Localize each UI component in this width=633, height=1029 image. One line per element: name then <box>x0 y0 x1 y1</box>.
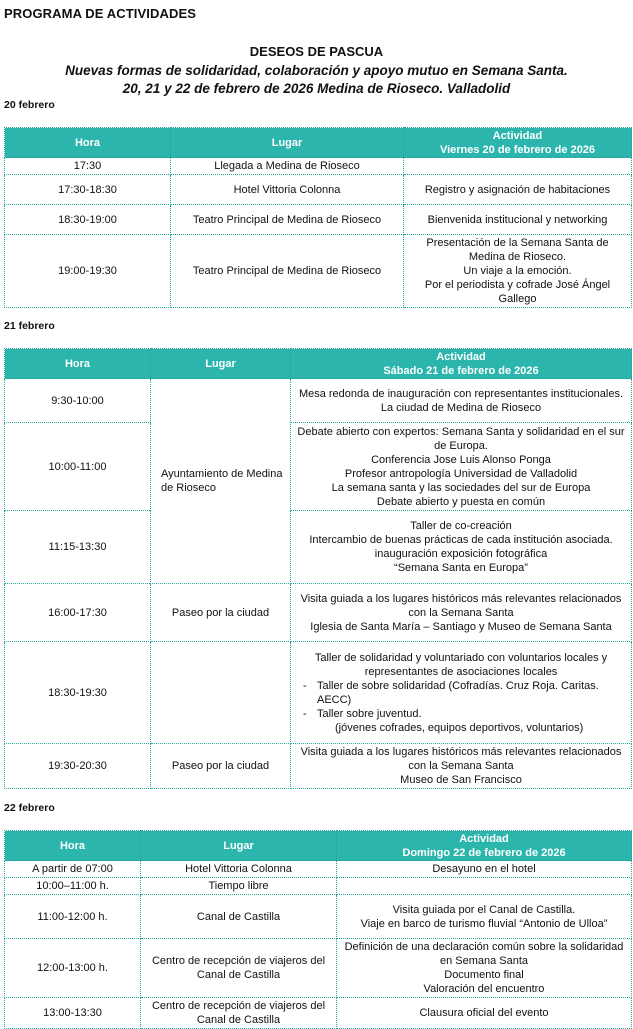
bullet-continuation: (jóvenes cofrades, equipos deportivos, voluntarios) <box>335 721 584 734</box>
activity-line: Visita guiada por el Canal de Castilla. <box>392 903 576 916</box>
activity-line: Iglesia de Santa María – Santiago y Museo de Semana Santa <box>310 620 612 633</box>
cell-lugar: Centro de recepción de viajeros del Canal de Castilla <box>141 998 337 1029</box>
cell-lugar-merged: Ayuntamiento de Medina de Rioseco <box>151 379 291 584</box>
activity-line: Un viaje a la emoción. <box>463 265 572 277</box>
cell-hora: 13:00-13:30 <box>5 998 141 1029</box>
col-header-hora: Hora <box>5 128 171 158</box>
activity-line: La ciudad de Medina de Rioseco <box>380 401 542 414</box>
event-title: DESEOS DE PASCUA <box>249 44 384 59</box>
activity-line: Valoración del encuentro <box>423 983 545 995</box>
cell-actividad <box>337 895 632 939</box>
activity-line: Viaje en barco de turismo fluvial “Antonio de Ulloa” <box>360 917 608 930</box>
col-header-hora: Hora <box>5 831 141 861</box>
cell-hora: 18:30-19:30 <box>5 642 151 744</box>
schedule-table-sunday <box>4 830 632 1029</box>
cell-hora: 17:30 <box>5 158 171 175</box>
cell-actividad <box>291 511 632 584</box>
document-title: PROGRAMA DE ACTIVIDADES <box>4 6 197 21</box>
table-row <box>5 423 632 511</box>
activity-line: Museo de San Francisco <box>400 774 522 786</box>
activity-line: Por el periodista y cofrade José Ángel Gallego <box>424 279 611 305</box>
activity-line: Visita guiada a los lugares históricos más relevantes relacionados con la Semana Santa <box>300 592 622 619</box>
cell-actividad <box>291 744 632 789</box>
table-row <box>5 379 632 423</box>
cell-hora: 11:00-12:00 h. <box>5 895 141 939</box>
bullet-item: - Taller sobre juventud. <box>303 707 422 720</box>
cell-lugar: Hotel Vittoria Colonna <box>171 175 404 205</box>
activity-line: La semana santa y las sociedades del sur de Europa <box>331 481 591 494</box>
col-header-lugar: Lugar <box>141 831 337 861</box>
schedule-table-saturday <box>4 348 632 789</box>
schedule-table-friday <box>4 127 632 308</box>
cell-lugar: Centro de recepción de viajeros del Canal de Castilla <box>141 939 337 998</box>
bullet-text: Taller de sobre solidaridad (Cofradías. Cruz Roja. Caritas. AECC) <box>317 679 599 706</box>
activity-line: Debate abierto con expertos: Semana Santa y solidaridad en el sur de Europa. <box>297 425 625 452</box>
activity-line: Definición de una declaración común sobre la solidaridad en Semana Santa <box>344 941 624 967</box>
activity-line: Presentación de la Semana Santa de Medina de Rioseco. <box>426 237 609 263</box>
activity-line: Taller de co-creación <box>410 520 512 532</box>
day-label-21: 21 febrero <box>4 320 55 332</box>
table-row <box>5 878 632 895</box>
table-row <box>5 511 632 584</box>
cell-actividad <box>291 379 632 423</box>
activity-line: Documento final <box>444 969 524 981</box>
cell-hora: 10:00–11:00 h. <box>5 878 141 895</box>
table-header-row <box>5 128 632 158</box>
table-row <box>5 861 632 878</box>
event-subtitle: Nuevas formas de solidaridad, colaboración y apoyo mutuo en Semana Santa. <box>65 63 568 78</box>
cell-actividad <box>291 423 632 511</box>
col-header-lugar: Lugar <box>151 349 291 379</box>
cell-actividad <box>404 235 632 308</box>
activity-line: Visita guiada a los lugares históricos más relevantes relacionados con la Semana Santa <box>300 746 622 772</box>
cell-lugar: Paseo por la ciudad <box>151 584 291 642</box>
table-header-row <box>5 349 632 379</box>
col-header-actividad <box>291 349 632 379</box>
cell-lugar <box>151 642 291 744</box>
activity-line: Intercambio de buenas prácticas de cada institución asociada. <box>309 534 613 546</box>
table-row <box>5 895 632 939</box>
table-header-row <box>5 831 632 861</box>
col-header-lugar: Lugar <box>171 128 404 158</box>
activity-line: Taller de solidaridad y voluntariado con voluntarios locales y representantes de asociaciones locales <box>314 651 608 678</box>
activity-line: Debate abierto y puesta en común <box>376 495 546 508</box>
activity-line: Mesa redonda de inauguración con representantes institucionales. <box>298 387 624 400</box>
activity-line: Conferencia Jose Luis Alonso Ponga <box>371 453 551 466</box>
day-subtitle: Viernes 20 de febrero de 2026 <box>439 143 596 156</box>
cell-actividad <box>404 158 632 175</box>
col-header-actividad <box>404 128 632 158</box>
cell-hora: 12:00-13:00 h. <box>5 939 141 998</box>
cell-hora: 18:30-19:00 <box>5 205 171 235</box>
cell-hora: 17:30-18:30 <box>5 175 171 205</box>
col-header-actividad <box>337 831 632 861</box>
cell-lugar: Teatro Principal de Medina de Rioseco <box>171 205 404 235</box>
bullet-item: - Taller de sobre solidaridad (Cofradías. Cruz Roja. Caritas. AECC) <box>303 679 599 706</box>
day-label-20: 20 febrero <box>4 99 55 111</box>
cell-lugar: Paseo por la ciudad <box>151 744 291 789</box>
cell-actividad <box>291 642 632 744</box>
activity-line: “Semana Santa en Europa” <box>394 562 528 574</box>
table-row <box>5 175 632 205</box>
cell-hora: 19:00-19:30 <box>5 235 171 308</box>
cell-lugar: Teatro Principal de Medina de Rioseco <box>171 235 404 308</box>
day-label-22: 22 febrero <box>4 802 55 814</box>
cell-hora: A partir de 07:00 <box>5 861 141 878</box>
actividad-label: Actividad <box>459 832 509 845</box>
cell-hora: 16:00-17:30 <box>5 584 151 642</box>
cell-hora: 11:15-13:30 <box>5 511 151 584</box>
cell-lugar: Tiempo libre <box>141 878 337 895</box>
activity-line: inauguración exposición fotográfica <box>374 548 548 560</box>
table-row <box>5 205 632 235</box>
cell-lugar: Hotel Vittoria Colonna <box>141 861 337 878</box>
day-subtitle: Domingo 22 de febrero de 2026 <box>402 846 566 859</box>
table-row <box>5 235 632 308</box>
activity-line: Profesor antropología Universidad de Valladolid <box>344 467 578 480</box>
table-row <box>5 939 632 998</box>
table-row <box>5 744 632 789</box>
cell-actividad: Clausura oficial del evento <box>337 998 632 1029</box>
cell-hora: 10:00-11:00 <box>5 423 151 511</box>
actividad-label: Actividad <box>436 350 486 363</box>
bullet-text: Taller sobre juventud. <box>317 707 422 720</box>
cell-hora: 9:30-10:00 <box>5 379 151 423</box>
table-row <box>5 158 632 175</box>
cell-lugar: Canal de Castilla <box>141 895 337 939</box>
cell-actividad <box>337 939 632 998</box>
cell-actividad: Registro y asignación de habitaciones <box>404 175 632 205</box>
table-row <box>5 642 632 744</box>
cell-actividad: Desayuno en el hotel <box>337 861 632 878</box>
actividad-label: Actividad <box>492 129 543 142</box>
cell-hora: 19:30-20:30 <box>5 744 151 789</box>
event-dates-location: 20, 21 y 22 de febrero de 2026 Medina de Rioseco. Valladolid <box>122 81 511 96</box>
cell-lugar: Llegada a Medina de Rioseco <box>171 158 404 175</box>
day-subtitle: Sábado 21 de febrero de 2026 <box>383 364 539 377</box>
cell-actividad: Bienvenida institucional y networking <box>404 205 632 235</box>
table-row <box>5 584 632 642</box>
cell-actividad <box>291 584 632 642</box>
cell-actividad <box>337 878 632 895</box>
col-header-hora: Hora <box>5 349 151 379</box>
